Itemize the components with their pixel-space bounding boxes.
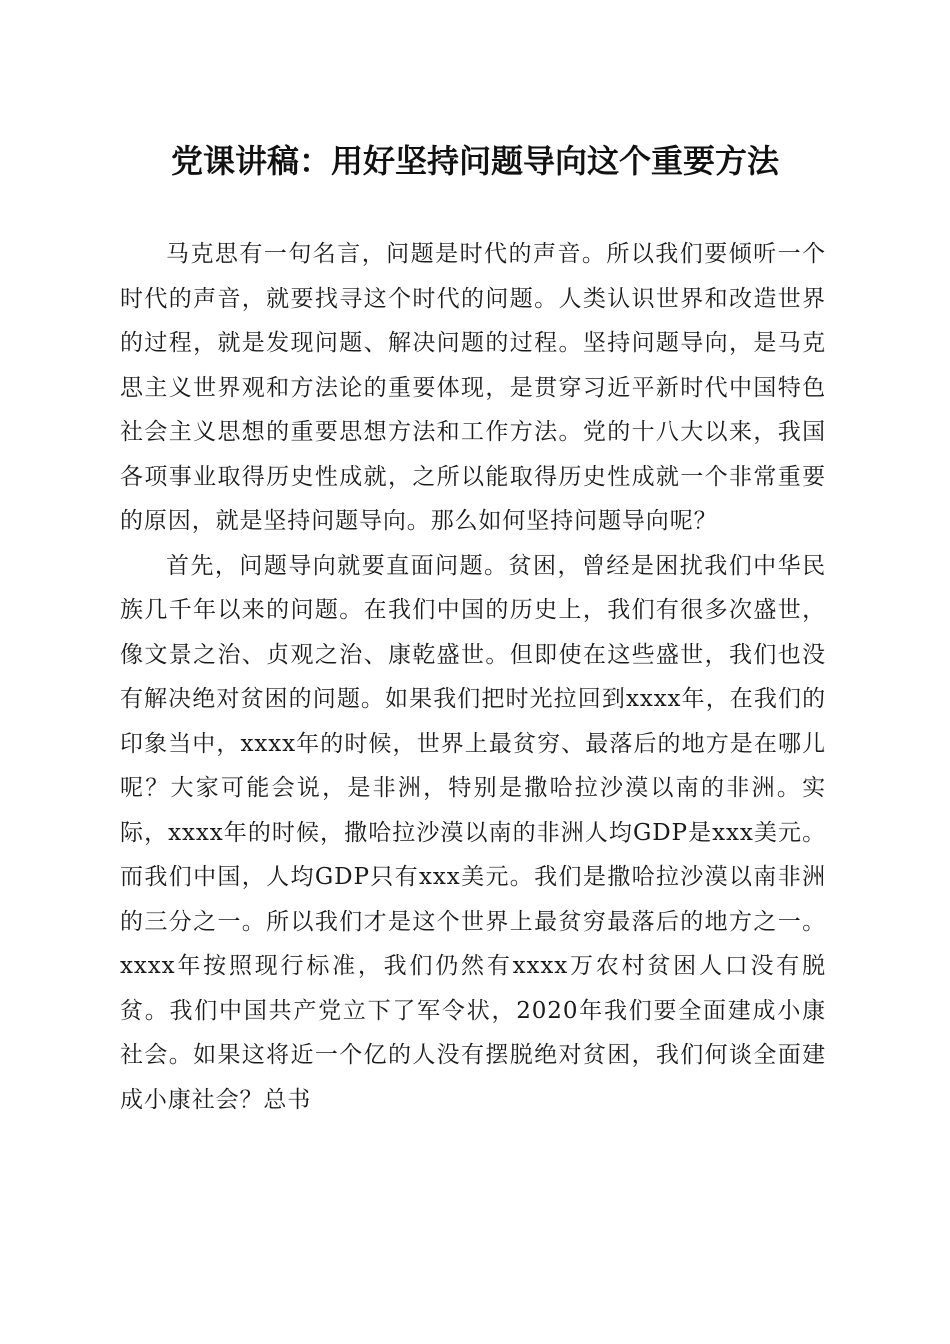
document-title: 党课讲稿：用好坚持问题导向这个重要方法: [170, 142, 779, 180]
paragraph-intro: 马克思有一句名言，问题是时代的声音。所以我们要倾听一个时代的声音，就要找寻这个时代的问题。人类认识世界和改造世界的过程，就是发现问题、解决问题的过程。坚持问题导向，是马克思主义世界观和方法论的重要体现，是贯穿习近平新时代中国特色社会主义思想的重要思想方法和工作方法。党的十八大以来，我国各项事业取得历史性成就，之所以能取得历史性成就一个非常重要的原因，就是坚持问题导向。那么如何坚持问题导向呢？: [120, 241, 826, 534]
document-body: [120, 232, 826, 1122]
paragraph-face-problems: 首先，问题导向就要直面问题。贫困，曾经是困扰我们中华民族几千年以来的问题。在我们中国的历史上，我们有很多次盛世，像文景之治、贞观之治、康乾盛世。但即使在这些盛世，我们也没有解决绝对贫困的问题。如果我们把时光拉回到xxxx年，在我们的印象当中，xxxx年的时候，世界上最贫穷、最落后的地方是在哪儿呢？大家可能会说，是非洲，特别是撒哈拉沙漠以南的非洲。实际，xxxx年的时候，撒哈拉沙漠以南的非洲人均GDP是xxx美元。而我们中国，人均GDP只有xxx美元。我们是撒哈拉沙漠以南非洲的三分之一。所以我们才是这个世界上最贫穷最落后的地方之一。xxxx年按照现行标准，我们仍然有xxxx万农村贫困人口没有脱贫。我们中国共产党立下了军令状，2020年我们要全面建成小康社会。如果这将近一个亿的人没有摆脱绝对贫困，我们何谈全面建成小康社会？总书: [120, 552, 826, 1113]
